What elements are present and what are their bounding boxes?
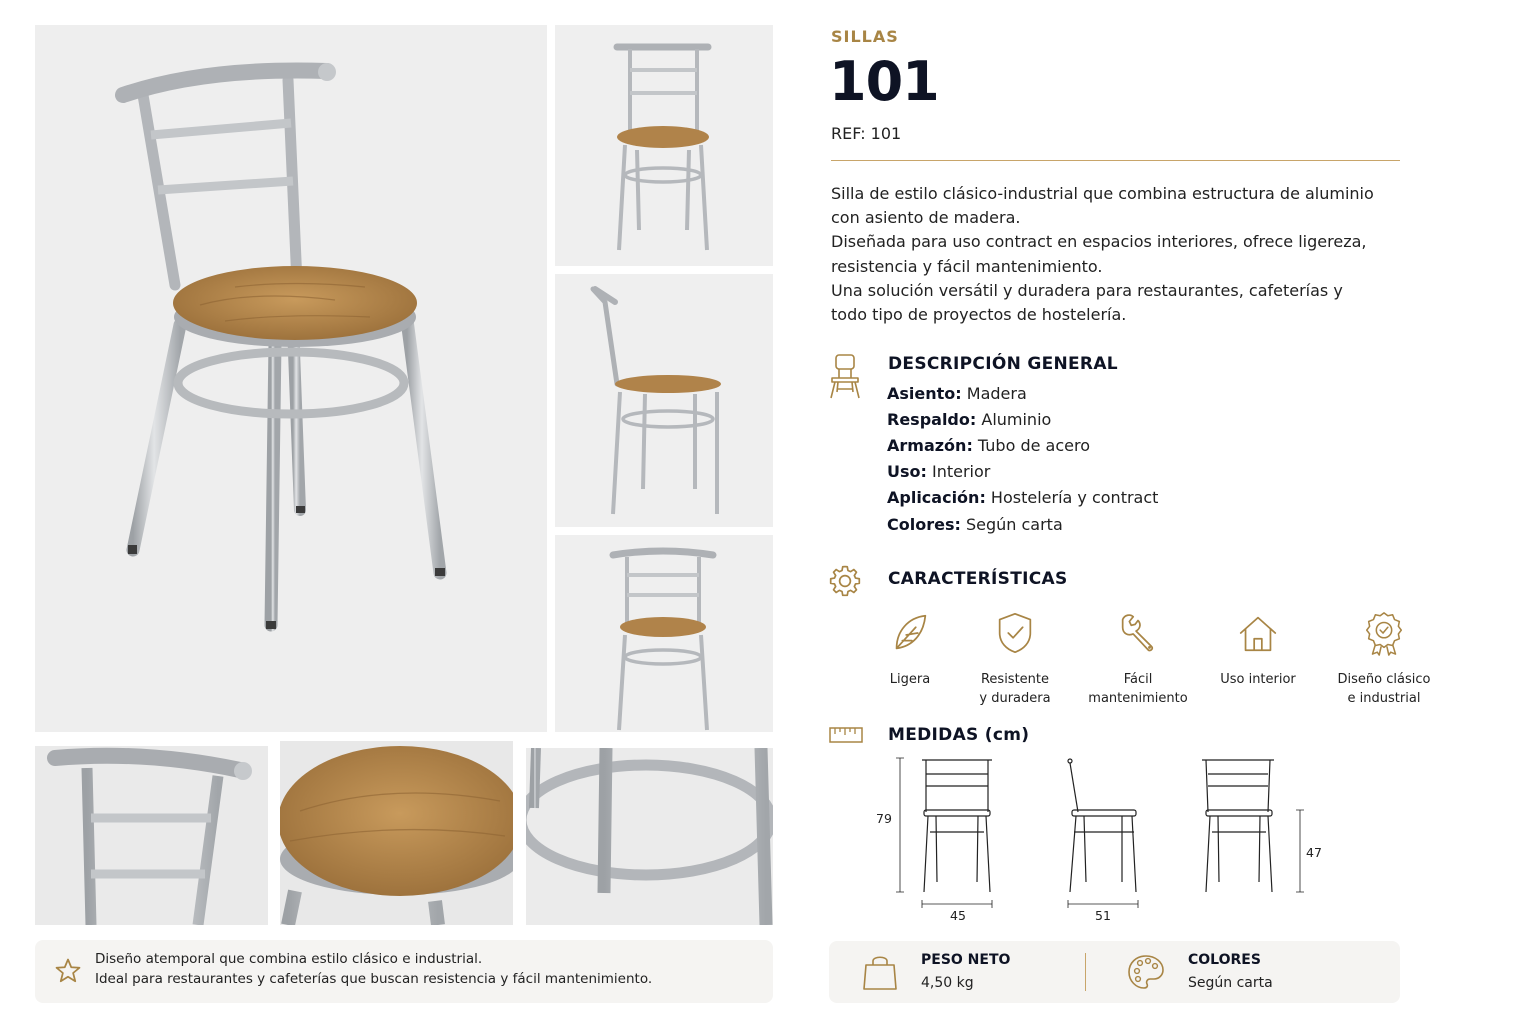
- description-line: resistencia y fácil mantenimiento.: [831, 257, 1103, 276]
- spec-label: Asiento:: [887, 384, 962, 403]
- award-icon: [1361, 610, 1407, 656]
- description-line: Una solución versátil y duradera para restaurantes, cafeterías y: [831, 281, 1343, 300]
- feature-label: [1198, 670, 1318, 689]
- seat-height-label: 47: [1306, 845, 1322, 860]
- divider: [831, 160, 1400, 161]
- spec-row-seat: [887, 384, 1027, 403]
- colors-value: Según carta: [1188, 975, 1273, 991]
- description-line: Silla de estilo clásico-industrial que combina estructura de aluminio: [831, 184, 1374, 203]
- spec-value: Aluminio: [976, 410, 1052, 429]
- section-title-features: CARACTERÍSTICAS: [888, 569, 1068, 589]
- colors-title: COLORES: [1188, 952, 1261, 968]
- feature-label-line: Resistente: [980, 672, 1050, 687]
- backrest-detail-illustration: [35, 746, 268, 925]
- feature-label-line: e industrial: [1347, 691, 1421, 706]
- spec-label: Uso:: [887, 462, 927, 481]
- feature-label: [850, 670, 970, 689]
- description-line: todo tipo de proyectos de hostelería.: [831, 305, 1127, 324]
- house-icon: [1235, 610, 1281, 656]
- section-title-measures: MEDIDAS (cm): [888, 725, 1030, 745]
- dimension-drawings: [860, 752, 1340, 927]
- ring-detail-illustration: [526, 748, 773, 925]
- feature-label-line: mantenimiento: [1088, 691, 1188, 706]
- spec-label: Respaldo:: [887, 410, 977, 429]
- note-line-2: Ideal para restaurantes y cafeterías que buscan resistencia y fácil mantenimiento.: [95, 971, 653, 987]
- chair-front-illustration: [555, 25, 773, 266]
- feature-indoor: [1198, 610, 1318, 689]
- gear-icon: [828, 564, 862, 598]
- seat-detail-illustration: [280, 741, 513, 925]
- bag-icon: [862, 953, 898, 991]
- ruler-icon: [829, 726, 863, 744]
- feature-label: [1324, 670, 1444, 708]
- back-view-photo[interactable]: [555, 535, 773, 732]
- chair-icon: [828, 352, 862, 400]
- feature-label-line: Uso interior: [1220, 672, 1296, 687]
- chair-back-illustration: [555, 535, 773, 732]
- feature-resistant: [955, 610, 1075, 708]
- spec-value: Madera: [961, 384, 1027, 403]
- chair-side-illustration: [555, 274, 773, 527]
- feature-label-line: y duradera: [979, 691, 1051, 706]
- spec-value: Interior: [926, 462, 991, 481]
- depth-label: 51: [1095, 908, 1111, 923]
- palette-icon: [1127, 953, 1165, 991]
- spec-value: Según carta: [960, 515, 1063, 534]
- side-view-photo[interactable]: [555, 274, 773, 527]
- info-box: [829, 941, 1400, 1003]
- description-line: Diseñada para uso contract en espacios interiores, ofrece ligereza,: [831, 232, 1367, 251]
- info-divider: [1085, 953, 1086, 991]
- feature-label-line: Fácil: [1123, 672, 1153, 687]
- detail-seat-photo[interactable]: [280, 741, 513, 925]
- height-label: 79: [876, 811, 892, 826]
- spec-value: Tubo de acero: [972, 436, 1090, 455]
- feature-label: [1078, 670, 1198, 708]
- side-drawing: [1068, 759, 1136, 892]
- feature-light: [850, 610, 970, 689]
- front-view-photo[interactable]: [555, 25, 773, 266]
- highlight-note: [35, 940, 773, 1003]
- chair-perspective-illustration: [35, 25, 547, 732]
- weight-value: 4,50 kg: [921, 975, 974, 991]
- detail-ring-photo[interactable]: [526, 748, 773, 925]
- spec-row-frame: [887, 436, 1090, 455]
- weight-title: PESO NETO: [921, 952, 1011, 968]
- feather-icon: [887, 610, 933, 656]
- feature-classic-design: [1324, 610, 1444, 708]
- product-title: 101: [829, 50, 939, 113]
- back-drawing: [1202, 760, 1274, 892]
- spec-label: Colores:: [887, 515, 961, 534]
- feature-label: [955, 670, 1075, 708]
- feature-maintenance: [1078, 610, 1198, 708]
- wrench-icon: [1115, 610, 1161, 656]
- feature-label-line: Ligera: [889, 672, 931, 687]
- description-line: con asiento de madera.: [831, 208, 1021, 227]
- spec-label: Armazón:: [887, 436, 973, 455]
- spec-row-use: [887, 462, 990, 481]
- shield-check-icon: [992, 610, 1038, 656]
- reference-code: REF: 101: [831, 124, 902, 143]
- star-icon: [53, 956, 83, 986]
- feature-label-line: Diseño clásico: [1337, 672, 1431, 687]
- note-line-1: Diseño atemporal que combina estilo clásico e industrial.: [95, 951, 483, 967]
- section-title-general: DESCRIPCIÓN GENERAL: [888, 354, 1118, 374]
- width-label: 45: [950, 908, 966, 923]
- category-label: SILLAS: [831, 27, 899, 46]
- detail-backrest-photo[interactable]: [35, 746, 268, 925]
- front-drawing: [922, 760, 992, 892]
- spec-label: Aplicación:: [887, 488, 986, 507]
- main-product-photo[interactable]: [35, 25, 547, 732]
- spec-value: Hostelería y contract: [985, 488, 1159, 507]
- spec-row-colors: [887, 515, 1063, 534]
- spec-row-application: [887, 488, 1158, 507]
- spec-row-backrest: [887, 410, 1051, 429]
